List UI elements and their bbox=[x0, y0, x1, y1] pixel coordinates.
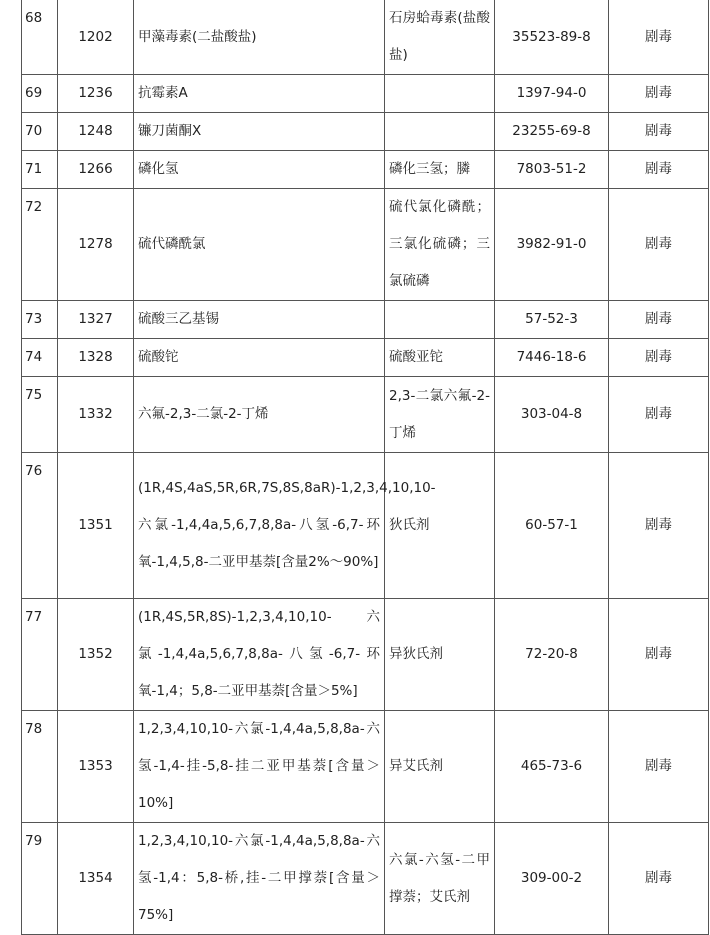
chemical-name: 硫酸三乙基锡 bbox=[134, 301, 385, 339]
alias-name: 石房蛤毒素(盐酸盐) bbox=[385, 0, 495, 75]
catalog-number: 1353 bbox=[58, 711, 134, 823]
cas-number: 60-57-1 bbox=[495, 453, 609, 599]
alias-name: 磷化三氢；膦 bbox=[385, 151, 495, 189]
catalog-number: 1354 bbox=[58, 823, 134, 935]
table-row bbox=[22, 377, 709, 453]
catalog-number: 1248 bbox=[58, 113, 134, 151]
alias-name bbox=[385, 113, 495, 151]
table-row bbox=[22, 189, 709, 301]
cas-number: 23255-69-8 bbox=[495, 113, 609, 151]
cas-number: 303-04-8 bbox=[495, 377, 609, 453]
chemical-name: 抗霉素A bbox=[134, 75, 385, 113]
chemical-name: (1R,4S,4aS,5R,6R,7S,8S,8aR)-1,2,3,4,10,10-六氯-1,4,4a,5,6,7,8,8a-八氢-6,7-环氧-1,4,5,8-二亚甲基萘[含量2%～90%] bbox=[134, 453, 385, 599]
row-index: 70 bbox=[22, 113, 58, 151]
table-row bbox=[22, 0, 709, 75]
cas-number: 309-00-2 bbox=[495, 823, 609, 935]
row-index: 71 bbox=[22, 151, 58, 189]
toxicity-label: 剧毒 bbox=[609, 151, 709, 189]
table-row bbox=[22, 75, 709, 113]
alias-name: 异艾氏剂 bbox=[385, 711, 495, 823]
toxicity-label: 剧毒 bbox=[609, 599, 709, 711]
toxicity-label: 剧毒 bbox=[609, 0, 709, 75]
row-index: 78 bbox=[22, 711, 58, 823]
row-index: 75 bbox=[22, 377, 58, 453]
catalog-number: 1352 bbox=[58, 599, 134, 711]
toxicity-label: 剧毒 bbox=[609, 75, 709, 113]
chemical-name: 1,2,3,4,10,10-六氯-1,4,4a,5,8,8a-六氢-1,4-挂-5,8-挂二亚甲基萘[含量＞10%] bbox=[134, 711, 385, 823]
chemical-name: 硫酸铊 bbox=[134, 339, 385, 377]
alias-name: 狄氏剂 bbox=[385, 453, 495, 599]
toxicity-label: 剧毒 bbox=[609, 823, 709, 935]
alias-name: 2,3-二氯六氟-2-丁烯 bbox=[385, 377, 495, 453]
row-index: 72 bbox=[22, 189, 58, 301]
cas-number: 465-73-6 bbox=[495, 711, 609, 823]
catalog-number: 1327 bbox=[58, 301, 134, 339]
toxicity-label: 剧毒 bbox=[609, 113, 709, 151]
table-row bbox=[22, 151, 709, 189]
toxicity-label: 剧毒 bbox=[609, 453, 709, 599]
chemical-name: 1,2,3,4,10,10-六氯-1,4,4a,5,8,8a-六氢-1,4：5,8-桥,挂-二甲撑萘[含量＞75%] bbox=[134, 823, 385, 935]
table-row bbox=[22, 113, 709, 151]
alias-name bbox=[385, 301, 495, 339]
alias-name: 异狄氏剂 bbox=[385, 599, 495, 711]
catalog-number: 1332 bbox=[58, 377, 134, 453]
catalog-number: 1266 bbox=[58, 151, 134, 189]
table-body bbox=[22, 0, 709, 935]
table-row bbox=[22, 823, 709, 935]
toxicity-label: 剧毒 bbox=[609, 711, 709, 823]
row-index: 79 bbox=[22, 823, 58, 935]
catalog-number: 1236 bbox=[58, 75, 134, 113]
cas-number: 57-52-3 bbox=[495, 301, 609, 339]
alias-name: 六氯-六氢-二甲撑萘；艾氏剂 bbox=[385, 823, 495, 935]
chemical-name: 磷化氢 bbox=[134, 151, 385, 189]
catalog-number: 1202 bbox=[58, 0, 134, 75]
alias-name: 硫酸亚铊 bbox=[385, 339, 495, 377]
toxicity-label: 剧毒 bbox=[609, 377, 709, 453]
cas-number: 7446-18-6 bbox=[495, 339, 609, 377]
table-row bbox=[22, 339, 709, 377]
chemical-name: (1R,4S,5R,8S)-1,2,3,4,10,10-六氯-1,4,4a,5,6,7,8,8a-八氢-6,7-环氧-1,4；5,8-二亚甲基萘[含量＞5%] bbox=[134, 599, 385, 711]
row-index: 74 bbox=[22, 339, 58, 377]
chemical-name: 甲藻毒素(二盐酸盐) bbox=[134, 0, 385, 75]
alias-name: 硫代氯化磷酰；三氯化硫磷；三氯硫磷 bbox=[385, 189, 495, 301]
toxicity-label: 剧毒 bbox=[609, 189, 709, 301]
row-index: 77 bbox=[22, 599, 58, 711]
row-index: 68 bbox=[22, 0, 58, 75]
row-index: 69 bbox=[22, 75, 58, 113]
cas-number: 72-20-8 bbox=[495, 599, 609, 711]
catalog-number: 1328 bbox=[58, 339, 134, 377]
cas-number: 3982-91-0 bbox=[495, 189, 609, 301]
toxicity-label: 剧毒 bbox=[609, 301, 709, 339]
row-index: 76 bbox=[22, 453, 58, 599]
catalog-number: 1351 bbox=[58, 453, 134, 599]
cas-number: 35523-89-8 bbox=[495, 0, 609, 75]
chemical-name: 镰刀菌酮X bbox=[134, 113, 385, 151]
table-row bbox=[22, 599, 709, 711]
table-row bbox=[22, 301, 709, 339]
table-row bbox=[22, 453, 709, 599]
chemical-table bbox=[21, 0, 709, 935]
alias-name bbox=[385, 75, 495, 113]
row-index: 73 bbox=[22, 301, 58, 339]
catalog-number: 1278 bbox=[58, 189, 134, 301]
cas-number: 7803-51-2 bbox=[495, 151, 609, 189]
cas-number: 1397-94-0 bbox=[495, 75, 609, 113]
table-row bbox=[22, 711, 709, 823]
chemical-name: 硫代磷酰氯 bbox=[134, 189, 385, 301]
toxicity-label: 剧毒 bbox=[609, 339, 709, 377]
chemical-name: 六氟-2,3-二氯-2-丁烯 bbox=[134, 377, 385, 453]
